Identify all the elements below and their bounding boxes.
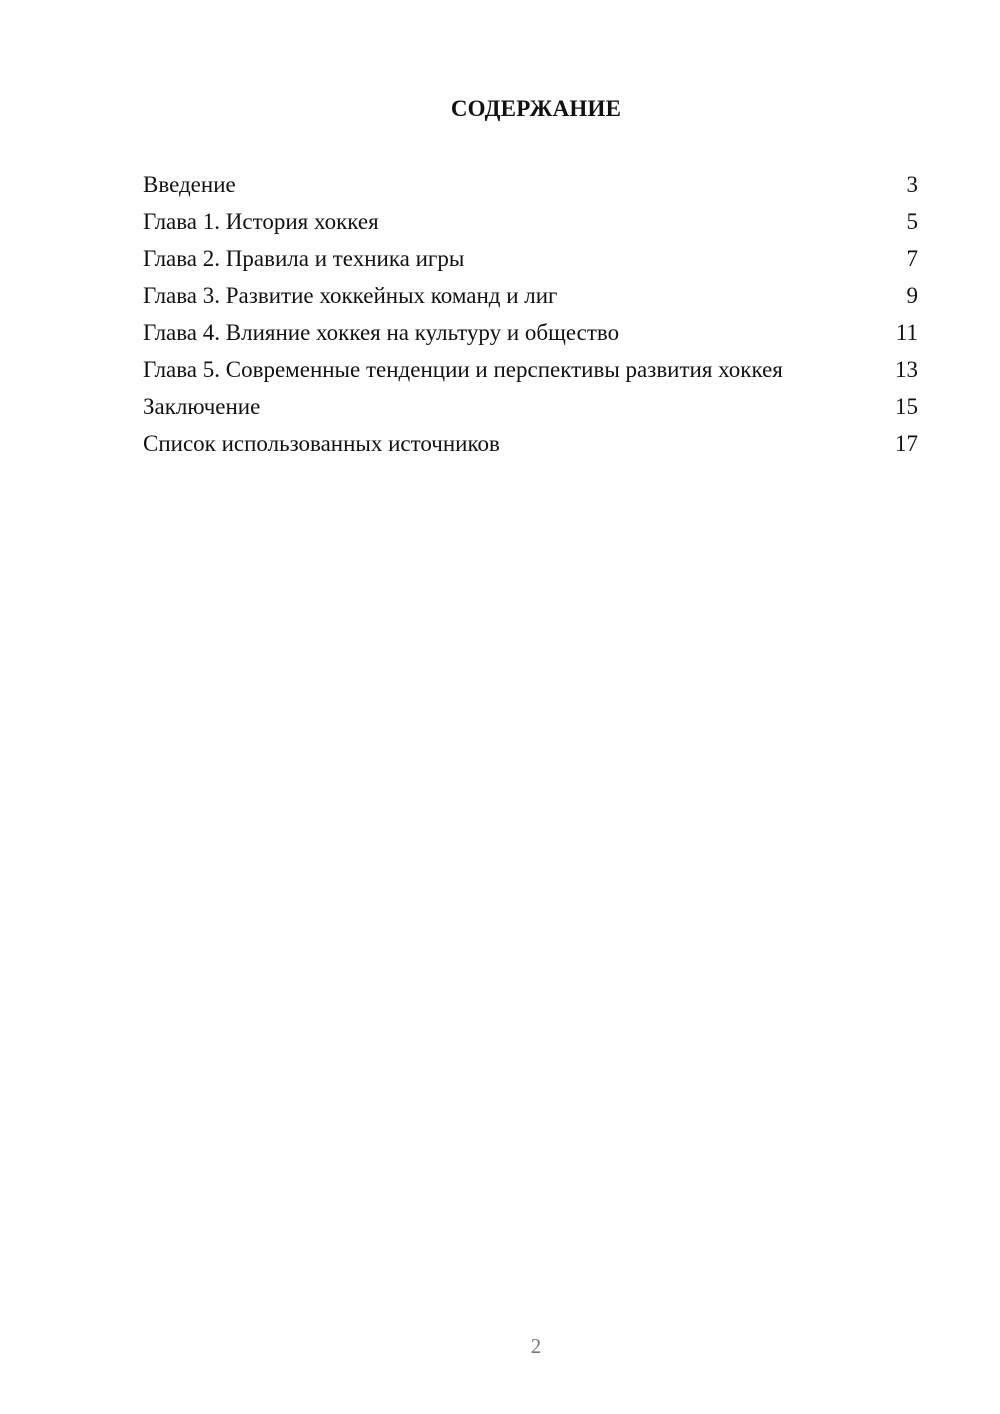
toc-list: [143, 171, 918, 467]
toc-entry-page: 11: [895, 320, 918, 345]
toc-entry-chapter-4: [143, 319, 918, 346]
toc-entry-conclusion: [143, 393, 918, 420]
toc-entry-page: 15: [895, 394, 918, 419]
toc-entry-label: Глава 5. Современные тенденции и перспективы развития хоккея: [143, 357, 783, 382]
toc-entry-page: 7: [906, 246, 918, 271]
toc-entry-introduction: [143, 171, 918, 198]
toc-title: СОДЕРЖАНИЕ: [450, 96, 622, 121]
toc-entry-chapter-3: [143, 282, 918, 309]
toc-entry-chapter-1: [143, 208, 918, 235]
toc-entry-page: 3: [906, 172, 918, 197]
toc-entry-page: 17: [895, 431, 918, 456]
toc-entry-references: [143, 430, 918, 457]
toc-entry-chapter-2: [143, 245, 918, 272]
toc-entry-page: 9: [906, 283, 918, 308]
toc-entry-label: Глава 1. История хоккея: [143, 209, 379, 234]
toc-entry-label: Глава 3. Развитие хоккейных команд и лиг: [143, 283, 558, 308]
toc-entry-chapter-5: [143, 356, 918, 383]
toc-entry-label: Глава 2. Правила и техника игры: [143, 246, 465, 271]
toc-entry-label: Введение: [143, 172, 236, 197]
page-number: 2: [530, 1334, 542, 1358]
toc-entry-page: 13: [895, 357, 918, 382]
toc-entry-label: Список использованных источников: [143, 431, 500, 456]
toc-entry-label: Заключение: [143, 394, 261, 419]
toc-entry-page: 5: [906, 209, 918, 234]
toc-entry-label: Глава 4. Влияние хоккея на культуру и общество: [143, 320, 620, 345]
